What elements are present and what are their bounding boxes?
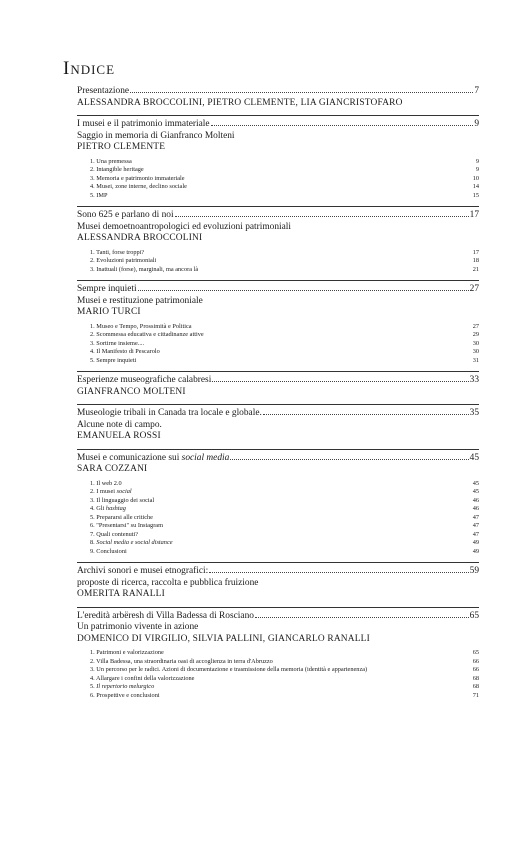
section-title — [77, 453, 229, 465]
subsection-title-text: 4. Musei, zone interne, declino sociale — [90, 183, 187, 190]
toc-section — [77, 86, 479, 109]
subsection-title-text: 8. — [90, 539, 97, 546]
subsection-item[interactable] — [77, 514, 479, 523]
subsection-title-text: 6. Prospettive e conclusioni — [90, 691, 160, 699]
subsection-page-number: 49 — [472, 547, 479, 555]
subsection-title-text: 5. Sempre inquieti — [90, 356, 137, 364]
subsection-title-text: 3. Inattuali (forse), marginali, ma ancora là — [90, 265, 199, 273]
section-title — [77, 611, 254, 623]
subsection-item[interactable] — [77, 348, 479, 357]
section-page-number: 65 — [469, 610, 479, 621]
subsection-page-number: 10 — [472, 174, 479, 182]
section-subtitle: proposte di ricerca, raccolta e pubblica fruizione — [77, 577, 259, 588]
subsection-page-number: 66 — [472, 666, 479, 673]
section-title-text: Museologie tribali in Canada tra locale e globale. — [77, 408, 262, 418]
subsection-title-text: 2. Scommessa educativa e cittadinanze attive — [90, 331, 204, 338]
subsection-page-number: 29 — [472, 331, 479, 338]
section-subtitle: Saggio in memoria di Gianfranco Molteni — [77, 130, 235, 141]
section-author: SARA COZZANI — [77, 464, 148, 474]
subsection-title-text: 4. Il Manifesto di Pescarolo — [90, 348, 160, 355]
section-author: MARIO TURCI — [77, 307, 141, 317]
section-title-text: Presentazione — [77, 86, 130, 96]
subsection-title — [90, 158, 132, 167]
section-title-text: I musei e il patrimonio immateriale — [77, 119, 210, 129]
section-title — [77, 210, 174, 222]
subsection-page-number: 68 — [472, 683, 479, 690]
subsection-title-text: 2. Intangible heritage — [90, 166, 144, 173]
subsection-page-number: 9 — [475, 157, 479, 165]
dot-leader — [138, 290, 469, 291]
toc-section — [77, 449, 479, 557]
subsection-title — [90, 175, 185, 184]
subsection-page-number: 47 — [472, 522, 479, 529]
dot-leader — [263, 414, 469, 415]
subsection-title — [90, 266, 198, 275]
subsection-page-number: 45 — [472, 488, 479, 495]
subsection-item[interactable] — [77, 658, 479, 667]
dot-leader — [175, 216, 469, 217]
subsection-title — [90, 531, 138, 540]
section-title-text: Sempre inquieti — [77, 284, 137, 294]
subsection-item[interactable] — [77, 497, 479, 506]
section-author: DOMENICO DI VIRGILIO, SILVIA PALLINI, GIANCARLO RANALLI — [77, 633, 370, 644]
section-title-row[interactable] — [77, 566, 479, 578]
subsection-title-text: 1. Il web 2.0 — [90, 479, 122, 487]
section-title-row[interactable] — [77, 408, 479, 420]
subsection-item[interactable] — [77, 692, 479, 701]
subsection-title — [90, 183, 187, 192]
subsection-title-italic: Il repertorio melurgico — [96, 683, 155, 690]
subsection-title-text: 1. Una premessa — [90, 157, 132, 165]
toc-section — [77, 607, 479, 701]
subsection-item[interactable] — [77, 649, 479, 658]
dot-leader — [209, 572, 468, 573]
section-title-row[interactable] — [77, 284, 479, 296]
subsection-item[interactable] — [77, 539, 479, 548]
toc-section — [77, 280, 479, 365]
subsection-page-number: 30 — [472, 339, 479, 347]
subsection-item[interactable] — [77, 683, 479, 692]
section-page-number: 33 — [469, 375, 479, 385]
subsection-title — [90, 522, 163, 531]
subsection-page-number: 15 — [472, 191, 479, 199]
subsection-page-number: 18 — [472, 257, 479, 264]
subsection-title-text: 2. Villa Badessa, una straordinaria oasi di accoglienza in terra d'Abruzzo — [90, 657, 273, 665]
subsection-title-text: 4. Gli — [90, 505, 106, 512]
section-author: ALESSANDRA BROCCOLINI — [77, 233, 203, 243]
section-title-row[interactable] — [77, 611, 479, 623]
section-page-number: 7 — [474, 86, 479, 96]
subsection-title — [90, 683, 154, 692]
section-page-number: 45 — [469, 452, 479, 463]
subsection-title-italic: Social media e social distance — [96, 539, 173, 546]
subsection-title — [90, 192, 108, 201]
toc-section — [77, 562, 479, 601]
subsection-page-number: 68 — [472, 674, 479, 682]
subsection-title-text: 3. Memoria e patrimonio immateriale — [90, 174, 185, 182]
dot-leader — [230, 459, 468, 460]
section-subtitle: Musei e restituzione patrimoniale — [77, 295, 203, 306]
subsection-list — [77, 480, 479, 557]
subsection-title — [90, 666, 367, 675]
section-page-number: 27 — [469, 284, 479, 294]
subsection-title-text: 3. Sortirne insieme.... — [90, 339, 145, 347]
subsection-title-text: 3. Il linguaggio dei social — [90, 496, 155, 504]
subsection-title — [90, 348, 160, 357]
subsection-title — [90, 340, 144, 349]
subsection-list — [77, 649, 479, 700]
subsection-title — [90, 249, 144, 258]
subsection-page-number: 47 — [472, 530, 479, 538]
section-title-text: L'eredità arbëresh di Villa Badessa di Rosciano — [77, 610, 254, 621]
dot-leader — [130, 92, 473, 93]
section-page-number: 35 — [469, 408, 479, 418]
subsection-title-text: 1. Patrimoni e valorizzazione — [90, 649, 164, 656]
section-title-row[interactable] — [77, 375, 479, 387]
section-title-text: Esperienze museografiche calabresi — [77, 375, 212, 385]
section-title — [77, 566, 208, 578]
subsection-page-number: 31 — [472, 356, 479, 364]
subsection-page-number: 30 — [472, 348, 479, 355]
subsection-title — [90, 514, 153, 523]
subsection-item[interactable] — [77, 249, 479, 258]
section-page-number: 17 — [469, 210, 479, 220]
subsection-item[interactable] — [77, 323, 479, 332]
subsection-title-text: 1. Museo e Tempo, Prossimità e Politica — [90, 322, 192, 330]
subsection-title-text: 2. I musei — [90, 488, 117, 495]
section-title — [77, 375, 211, 387]
subsection-item[interactable] — [77, 666, 479, 675]
dot-leader — [211, 125, 474, 126]
section-author: PIETRO CLEMENTE — [77, 142, 166, 152]
subsection-title-text: 9. Conclusioni — [90, 547, 127, 555]
subsection-item[interactable] — [77, 480, 479, 489]
subsection-item[interactable] — [77, 175, 479, 184]
subsection-list — [77, 249, 479, 275]
subsection-page-number: 46 — [472, 496, 479, 504]
subsection-title — [90, 497, 154, 506]
subsection-item[interactable] — [77, 166, 479, 175]
subsection-title — [90, 488, 132, 497]
section-title-row[interactable] — [77, 86, 479, 98]
subsection-title-text: 5. Prepararsi alle critiche — [90, 513, 153, 521]
table-of-contents — [77, 86, 479, 706]
subsection-item[interactable] — [77, 531, 479, 540]
section-author: OMERITA RANALLI — [77, 589, 165, 599]
subsection-list — [77, 158, 479, 201]
section-title-row[interactable] — [77, 119, 479, 131]
subsection-title — [90, 166, 144, 175]
subsection-title-text: 2. Evoluzioni patrimoniali — [90, 257, 157, 264]
section-subtitle: Musei demoetnoantropologici ed evoluzioni patrimoniali — [77, 221, 292, 232]
section-author: EMANUELA ROSSI — [77, 431, 161, 441]
section-title-row[interactable] — [77, 210, 479, 222]
section-author: ALESSANDRA BROCCOLINI, PIETRO CLEMENTE, LIA GIANCRISTOFARO — [77, 97, 403, 108]
section-title-text: Musei e comunicazione sui — [77, 452, 182, 463]
subsection-title — [90, 658, 273, 667]
subsection-page-number: 66 — [472, 657, 479, 665]
section-subtitle: Alcune note di campo. — [77, 419, 162, 430]
subsection-title-text: 1. Tanti, forse troppi? — [90, 248, 145, 256]
subsection-title-text: 4. Allargare i confini della valorizzazione — [90, 674, 195, 682]
subsection-title-text: 5. — [90, 683, 97, 690]
subsection-page-number: 17 — [472, 248, 479, 256]
subsection-page-number: 45 — [472, 479, 479, 487]
section-title — [77, 119, 210, 131]
subsection-title — [90, 692, 160, 701]
subsection-item[interactable] — [77, 522, 479, 531]
subsection-title — [90, 257, 156, 266]
subsection-page-number: 21 — [472, 265, 479, 273]
subsection-item[interactable] — [77, 158, 479, 167]
subsection-title-text: 7. Quali contenuti? — [90, 530, 139, 538]
subsection-title-italic: social — [116, 488, 132, 495]
section-title — [77, 284, 137, 296]
subsection-item[interactable] — [77, 266, 479, 275]
toc-section — [77, 115, 479, 200]
subsection-item[interactable] — [77, 192, 479, 201]
subsection-title — [90, 505, 126, 514]
subsection-title-text: 5. IMP — [90, 191, 108, 199]
dot-leader — [255, 617, 469, 618]
subsection-title-italic: hashtag — [105, 505, 126, 512]
subsection-list — [77, 323, 479, 366]
section-page-number: 9 — [474, 119, 479, 129]
subsection-item[interactable] — [77, 331, 479, 340]
section-title — [77, 86, 129, 98]
section-title-row[interactable] — [77, 453, 479, 465]
section-title-text: Sono 625 e parlano di noi — [77, 210, 174, 220]
subsection-item[interactable] — [77, 675, 479, 684]
section-author: GIANFRANCO MOLTENI — [77, 386, 186, 397]
subsection-title — [90, 323, 192, 332]
section-title-text: Archivi sonori e musei etnografici: — [77, 566, 209, 576]
subsection-title-text: 3. Un percorso per le radici. Azioni di documentazione e trasmissione della memoria (identità e appartenenza) — [90, 666, 368, 673]
section-title-italic: social media — [181, 452, 230, 463]
subsection-item[interactable] — [77, 357, 479, 366]
subsection-item[interactable] — [77, 548, 479, 557]
subsection-item[interactable] — [77, 257, 479, 266]
toc-section — [77, 371, 479, 398]
subsection-title — [90, 548, 127, 557]
subsection-item[interactable] — [77, 505, 479, 514]
subsection-title — [90, 675, 194, 684]
subsection-title — [90, 649, 164, 658]
subsection-title-text: 6. "Presentarsi" su Instagram — [90, 522, 163, 529]
toc-section — [77, 206, 479, 274]
subsection-item[interactable] — [77, 340, 479, 349]
subsection-page-number: 47 — [472, 513, 479, 521]
page-title: Indice — [63, 58, 116, 79]
subsection-title — [90, 357, 136, 366]
section-title — [77, 408, 262, 420]
subsection-title — [90, 331, 204, 340]
subsection-page-number: 9 — [475, 166, 479, 173]
dot-leader — [212, 381, 468, 382]
subsection-page-number: 46 — [472, 505, 479, 512]
subsection-page-number: 65 — [472, 649, 479, 656]
subsection-page-number: 49 — [472, 539, 479, 546]
subsection-page-number: 14 — [472, 183, 479, 190]
subsection-item[interactable] — [77, 488, 479, 497]
subsection-item[interactable] — [77, 183, 479, 192]
section-subtitle: Un patrimonio vivente in azione — [77, 622, 199, 632]
section-page-number: 59 — [469, 566, 479, 576]
toc-section — [77, 404, 479, 443]
subsection-title — [90, 480, 122, 489]
subsection-page-number: 27 — [472, 322, 479, 330]
subsection-title — [90, 539, 173, 548]
subsection-page-number: 71 — [472, 691, 479, 699]
